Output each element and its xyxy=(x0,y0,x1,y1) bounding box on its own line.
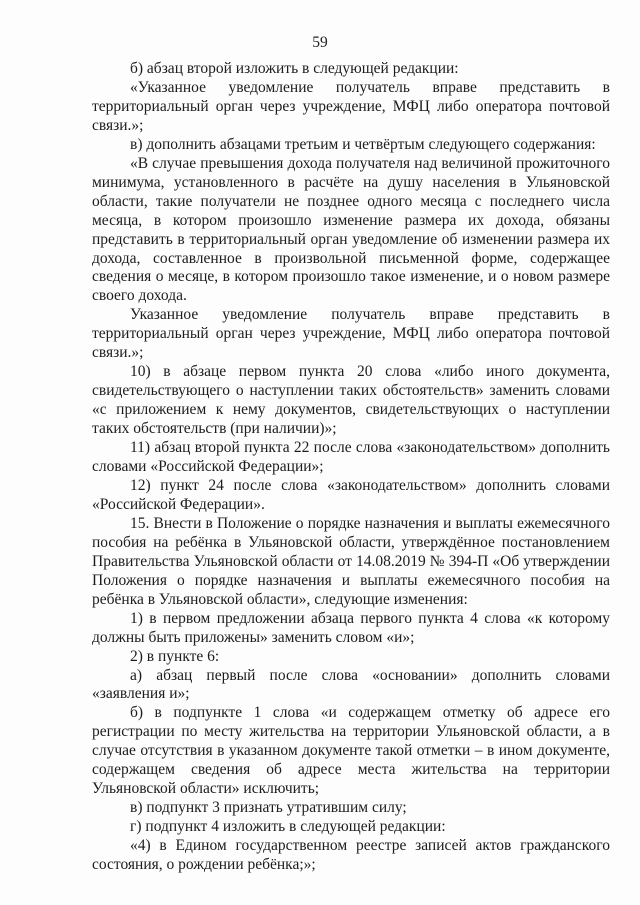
paragraph: а) абзац первый после слова «основании» дополнить словами «заявления и»; xyxy=(92,666,610,703)
paragraph: в) дополнить абзацами третьим и четвёртым следующего содержания: xyxy=(130,135,596,153)
paragraph: в) подпункт 3 признать утратившим силу; xyxy=(130,799,407,817)
paragraph: б) абзац второй изложить в следующей редакции: xyxy=(130,60,459,77)
paragraph: Указанное уведомление получатель вправе представить в территориальный орган через учреждение, МФЦ либо оператора почтовой связи.»; xyxy=(92,306,610,362)
document-body xyxy=(92,60,610,875)
paragraph: 2) в пункте 6: xyxy=(130,647,220,665)
paragraph: 12) пункт 24 после слова «законодательством» дополнить словами «Российской Федерации». xyxy=(92,476,610,513)
paragraph: 10) в абзаце первом пункта 20 слова «либо иного документа, свидетельствующего о наступлении таких обстоятельств» заменить словами «с приложением к нему документов, свидетельствующих о наступлении таких обстоятельств (при наличии)»; xyxy=(92,363,610,438)
paragraph: «4) в Едином государственном реестре записей актов гражданского состояния, о рождении ребёнка;»; xyxy=(92,837,610,874)
paragraph: «В случае превышения дохода получателя над величиной прожиточного минимума, установленного в расчёте на душу населения в Ульяновской области, такие получатели не позднее одного месяца с последнего числа месяца, в котором произошло изменение размера их дохода, обязаны представить в территориальный орган уведомление об изменении размера их дохода, составленное в произвольной письменной форме, содержащее сведения о месяце, в котором произошло такое изменение, и о новом размере своего дохода. xyxy=(92,154,610,305)
paragraph: б) в подпункте 1 слова «и содержащем отметку об адресе его регистрации по месту жительства на территории Ульяновской области, а в случае отсутствия в указанном документе такой отметки – в ином документе, содержащем сведения об адресе места жительства на территории Ульяновской области» исключить; xyxy=(92,704,610,798)
paragraph: 11) абзац второй пункта 22 после слова «законодательством» дополнить словами «Российской Федерации»; xyxy=(92,439,610,476)
page-number: 59 xyxy=(312,34,328,51)
paragraph: г) подпункт 4 изложить в следующей редакции: xyxy=(130,818,446,836)
paragraph: «Указанное уведомление получатель вправе представить в территориальный орган через учреждение, МФЦ либо оператора почтовой связи.»; xyxy=(92,78,610,134)
paragraph: 15. Внести в Положение о порядке назначения и выплаты ежемесячного пособия на ребёнка в Ульяновской области, утверждённое постановлением Правительства Ульяновской области от 14.08.2019 № 394-П «Об утверждении Положения о порядке назначения и выплаты ежемесячного пособия на ребёнка в Ульяновской области», следующие изменения: xyxy=(92,514,610,608)
paragraph: 1) в первом предложении абзаца первого пункта 4 слова «к которому должны быть приложены» заменить словом «и»; xyxy=(92,609,610,646)
